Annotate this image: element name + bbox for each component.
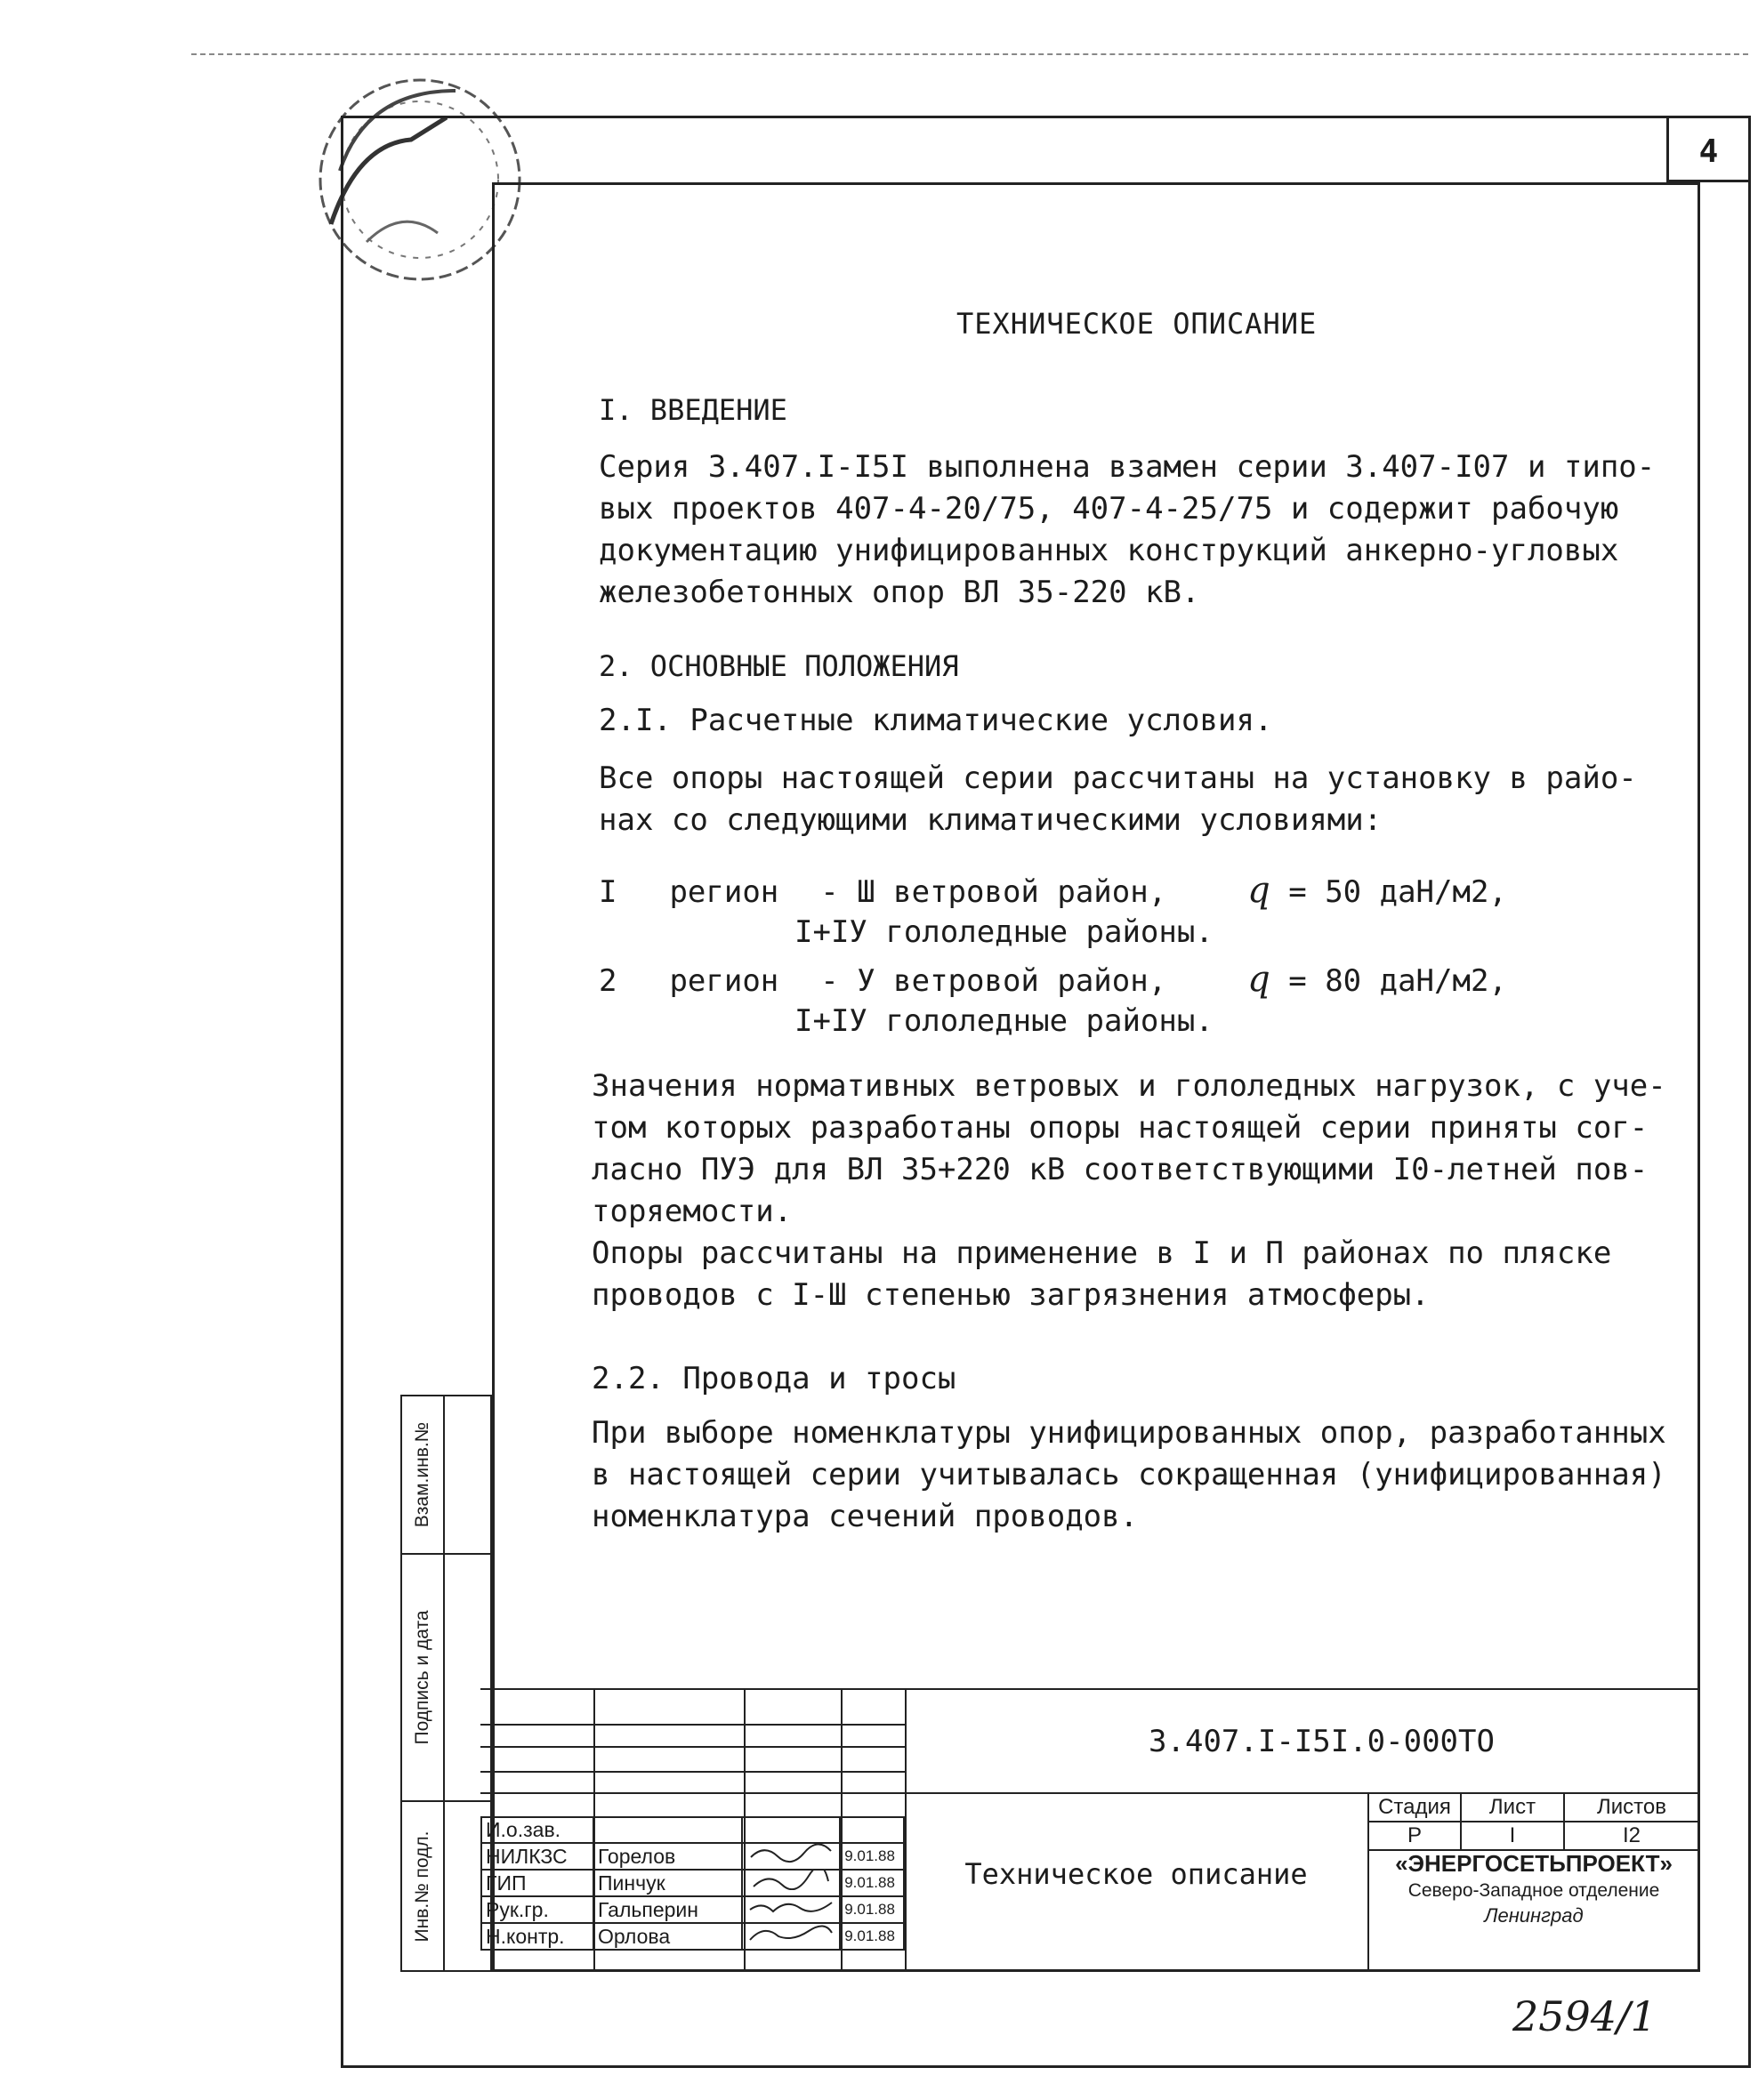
side-label: Инв.№ подл.: [412, 1830, 432, 1942]
text-line: железобетонных опор ВЛ 35-220 кВ.: [599, 575, 1200, 610]
text-line: нах со следующими климатическими условиями:: [599, 802, 1383, 838]
text-line: том которых разработаны опоры настоящей серии приняты сог-: [592, 1110, 1649, 1146]
q-symbol: q: [1247, 959, 1270, 1000]
date-cell: 9.01.88: [840, 1870, 904, 1896]
role-cell: Н.контр.: [481, 1923, 593, 1950]
section-2-1-intro: [599, 758, 1637, 841]
text-line: Опоры рассчитаны на применение в I и П районах по пляске: [592, 1235, 1612, 1271]
document-code: 3.407.I-I5I.0-000ТО: [1149, 1724, 1495, 1759]
signature-cell: [742, 1896, 840, 1923]
sheets-label: Листов: [1564, 1793, 1699, 1822]
signature-cell: [742, 1870, 840, 1896]
side-inv-replace: [400, 1395, 492, 1555]
stage-table: [1367, 1792, 1700, 1851]
section-1-body: [599, 447, 1656, 614]
handwritten-inventory-number: 2594/1: [1512, 1992, 1657, 2040]
name-cell: Гальперин: [593, 1896, 742, 1923]
document-title: ТЕХНИЧЕСКОЕ ОПИСАНИЕ: [956, 307, 1318, 341]
org-name: «ЭНЕРГОСЕТЬПРОЕКТ»: [1395, 1850, 1673, 1877]
text-line: вых проектов 407-4-20/75, 407-4-25/75 и содержит рабочую: [599, 491, 1619, 527]
text-line: документацию унифицированных конструкций анкерно-угловых: [599, 533, 1619, 568]
text-line: Значения нормативных ветровых и гололедных нагрузок, с уче-: [592, 1068, 1666, 1104]
table-row: [481, 1817, 904, 1843]
side-label: Взам.инв.№: [412, 1421, 432, 1528]
table-row: [481, 1843, 904, 1870]
side-label: Подпись и дата: [412, 1610, 432, 1745]
region-word: регион: [669, 874, 779, 910]
table-row: [1368, 1793, 1699, 1822]
section-2-2-heading: 2.2. Провода и тросы: [592, 1361, 956, 1396]
wind-region: - Ш ветровой район,: [820, 874, 1167, 910]
stage-label: Стадия: [1368, 1793, 1461, 1822]
name-cell: [593, 1817, 742, 1843]
title-block: [480, 1688, 1700, 1972]
q-value: = 80 даН/м2,: [1288, 963, 1507, 999]
section-1-heading: I. ВВЕДЕНИЕ: [599, 393, 787, 427]
role-cell: И.о.зав.: [481, 1817, 593, 1843]
date-cell: 9.01.88: [840, 1896, 904, 1923]
name-cell: Горелов: [593, 1843, 742, 1870]
side-sign-date: [400, 1553, 492, 1802]
side-inv-orig: [400, 1800, 492, 1972]
role-cell: Рук.гр.: [481, 1896, 593, 1923]
signature-cell: [742, 1923, 840, 1950]
section-2-2-body: [592, 1412, 1666, 1538]
text-line: При выборе номенклатуры унифицированных опор, разработанных: [592, 1415, 1666, 1451]
org-branch: Северо-Западное отделение: [1407, 1880, 1660, 1901]
table-row: [481, 1870, 904, 1896]
section-2-heading: 2. ОСНОВНЫЕ ПОЛОЖЕНИЯ: [599, 649, 959, 683]
signature-scribble-icon: [746, 1924, 835, 1943]
sheet-label: Лист: [1461, 1793, 1564, 1822]
signature-table: [480, 1816, 905, 1951]
region-number: 2: [599, 963, 617, 999]
section-2-1-heading: 2.I. Расчетные климатические условия.: [599, 703, 1273, 738]
text-line: проводов с I-Ш степенью загрязнения атмосферы.: [592, 1277, 1430, 1313]
text-line: в настоящей серии учитывалась сокращенная (унифицированная): [592, 1457, 1666, 1493]
role-cell: НИЛКЗС: [481, 1843, 593, 1870]
text-line: номенклатура сечений проводов.: [592, 1499, 1139, 1534]
region-word: регион: [669, 963, 779, 999]
stage-value: Р: [1368, 1822, 1461, 1850]
text-line: Серия 3.407.I-I5I выполнена взамен серии 3.407-I07 и типо-: [599, 449, 1656, 485]
q-symbol: q: [1247, 870, 1270, 911]
region-1-ice: I+IУ гололедные районы.: [794, 914, 1214, 950]
sheets-value: I2: [1564, 1822, 1699, 1850]
region-1-row: [599, 870, 1507, 911]
text-line: ласно ПУЭ для ВЛ 35+220 кВ соответствующими I0-летней пов-: [592, 1152, 1649, 1187]
table-row: [1368, 1822, 1699, 1850]
table-row: [481, 1923, 904, 1950]
role-cell: ГИП: [481, 1870, 593, 1896]
date-cell: [840, 1817, 904, 1843]
section-2-1-body: [592, 1066, 1666, 1316]
sheet-number: 4: [1698, 133, 1719, 170]
name-cell: Пинчук: [593, 1870, 742, 1896]
date-cell: 9.01.88: [840, 1843, 904, 1870]
signature-scribble-icon: [746, 1897, 835, 1917]
signature-scribble-icon: [746, 1871, 835, 1890]
org-city: Ленинград: [1484, 1904, 1584, 1927]
signature-cell: [742, 1843, 840, 1870]
table-row: [481, 1896, 904, 1923]
name-cell: Орлова: [593, 1923, 742, 1950]
region-number: I: [599, 874, 617, 910]
region-2-ice: I+IУ гололедные районы.: [794, 1003, 1214, 1039]
wind-region: - У ветровой район,: [820, 963, 1167, 999]
date-cell: 9.01.88: [840, 1923, 904, 1950]
q-value: = 50 даН/м2,: [1288, 874, 1507, 910]
signature-cell: [742, 1817, 840, 1843]
text-line: Все опоры настоящей серии рассчитаны на установку в райо-: [599, 760, 1637, 796]
document-name: Техническое описание: [964, 1857, 1308, 1891]
region-2-row: [599, 959, 1507, 1000]
signature-scribble-icon: [746, 1844, 835, 1863]
sheet-value: I: [1461, 1822, 1564, 1850]
text-line: торяемости.: [592, 1194, 793, 1229]
